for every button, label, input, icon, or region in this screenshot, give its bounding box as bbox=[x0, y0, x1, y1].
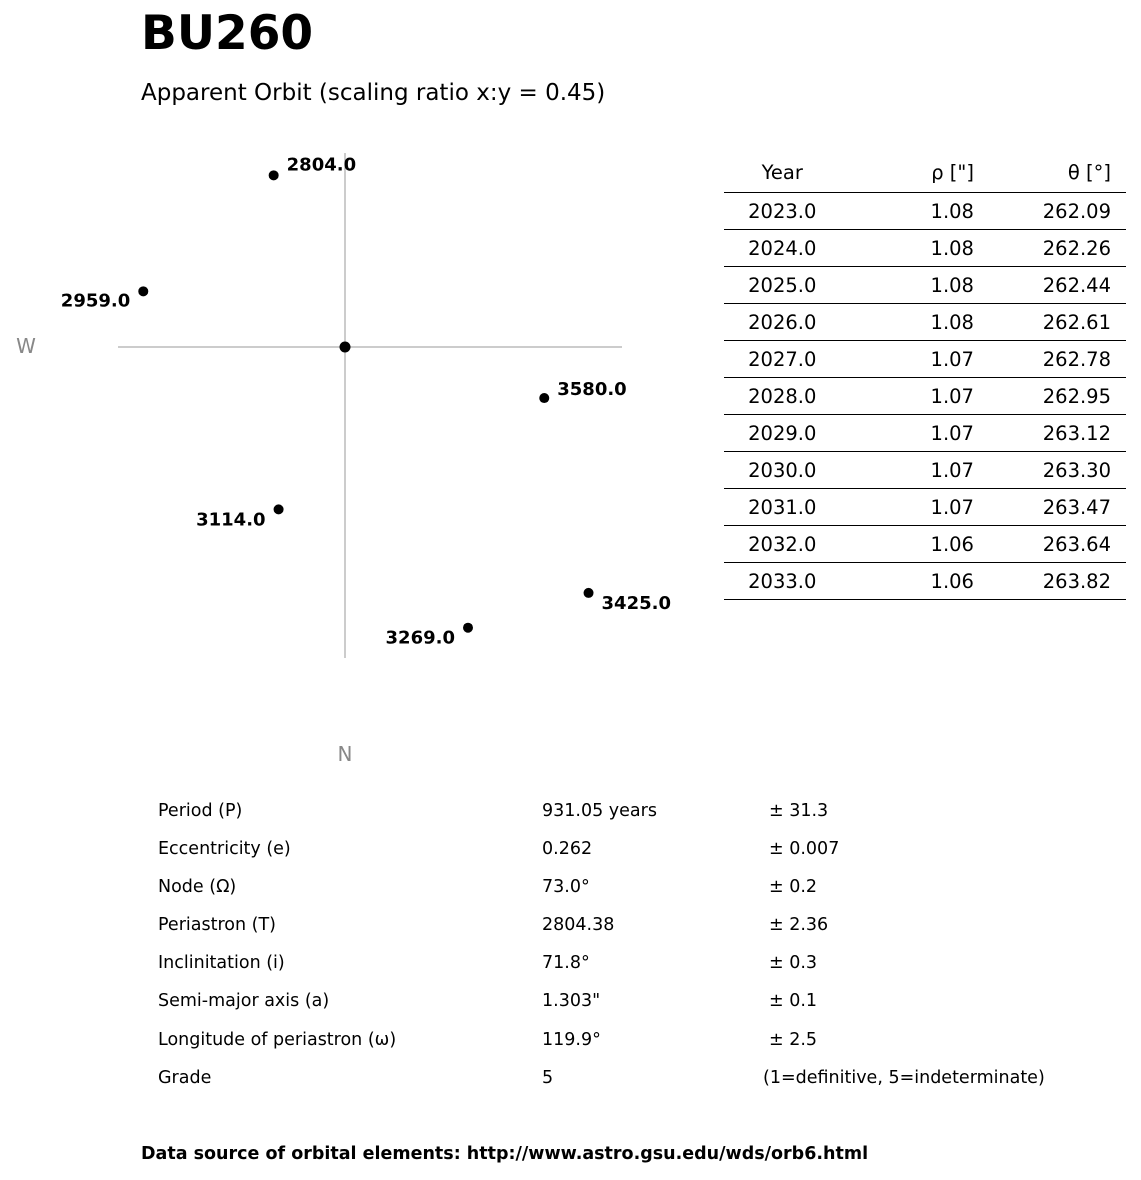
table-row bbox=[724, 378, 1126, 415]
rho-cell: 1.07 bbox=[841, 415, 974, 452]
rho-cell: 1.08 bbox=[841, 267, 974, 304]
epoch-label: 2959.0 bbox=[60, 290, 131, 312]
table-row bbox=[724, 563, 1126, 600]
orbital-element-row bbox=[158, 986, 1098, 1024]
element-value: 119.9° bbox=[542, 1029, 601, 1050]
year-cell: 2024.0 bbox=[724, 230, 841, 267]
element-name: Eccentricity (e) bbox=[158, 839, 291, 860]
year-cell: 2029.0 bbox=[724, 415, 841, 452]
theta-cell: 263.64 bbox=[974, 526, 1126, 563]
element-name: Period (P) bbox=[158, 801, 243, 821]
table-header-row bbox=[724, 155, 1126, 193]
data-source-footer: Data source of orbital elements: http://www.astro.gsu.edu/wds/orb6.html bbox=[141, 1144, 869, 1164]
theta-cell: 262.09 bbox=[974, 193, 1126, 230]
theta-cell: 262.78 bbox=[974, 341, 1126, 378]
theta-cell: 263.47 bbox=[974, 489, 1126, 526]
element-name: Grade bbox=[158, 1067, 212, 1088]
year-cell: 2030.0 bbox=[724, 452, 841, 489]
theta-cell: 263.12 bbox=[974, 415, 1126, 452]
epoch-point-marker bbox=[269, 170, 279, 180]
table-row bbox=[724, 526, 1126, 563]
element-name: Node (Ω) bbox=[158, 877, 237, 898]
orbital-element-row bbox=[158, 948, 1098, 986]
element-value: 931.05 years bbox=[542, 801, 657, 821]
orbit-plot bbox=[0, 130, 700, 780]
chart-subtitle: Apparent Orbit (scaling ratio x:y = 0.45) bbox=[141, 80, 606, 106]
element-name: Semi-major axis (a) bbox=[158, 991, 330, 1012]
orbital-element-row bbox=[158, 1025, 1098, 1063]
table-row bbox=[724, 230, 1126, 267]
orbital-element-row bbox=[158, 910, 1098, 948]
table-row bbox=[724, 415, 1126, 452]
element-value: 1.303" bbox=[542, 991, 601, 1012]
epoch-label: 3269.0 bbox=[385, 627, 455, 649]
north-label: N bbox=[337, 742, 353, 766]
theta-cell: 262.44 bbox=[974, 267, 1126, 304]
year-cell: 2025.0 bbox=[724, 267, 841, 304]
year-cell: 2033.0 bbox=[724, 563, 841, 600]
epoch-point-marker bbox=[274, 504, 284, 514]
year-cell: 2023.0 bbox=[724, 193, 841, 230]
element-error: ± 31.3 bbox=[769, 801, 829, 821]
rho-cell: 1.06 bbox=[841, 563, 974, 600]
year-cell: 2027.0 bbox=[724, 341, 841, 378]
epoch-point-marker bbox=[463, 623, 473, 633]
year-cell: 2028.0 bbox=[724, 378, 841, 415]
column-header-year: Year bbox=[761, 161, 803, 184]
element-error: ± 0.1 bbox=[769, 991, 818, 1012]
chart-title: BU260 bbox=[141, 6, 314, 61]
epoch-label: 3114.0 bbox=[196, 509, 266, 531]
epoch-label: 3580.0 bbox=[557, 379, 627, 401]
element-error: (1=definitive, 5=indeterminate) bbox=[763, 1067, 1045, 1088]
table-row bbox=[724, 489, 1126, 526]
rho-cell: 1.08 bbox=[841, 230, 974, 267]
orbital-elements-list bbox=[158, 796, 1098, 1101]
table-row bbox=[724, 304, 1126, 341]
rho-cell: 1.08 bbox=[841, 193, 974, 230]
theta-cell: 262.61 bbox=[974, 304, 1126, 341]
epoch-label: 2804.0 bbox=[286, 154, 357, 176]
rho-cell: 1.07 bbox=[841, 489, 974, 526]
orbital-element-row bbox=[158, 872, 1098, 910]
epoch-point-marker bbox=[138, 286, 148, 296]
orbital-element-row bbox=[158, 834, 1098, 872]
epoch-point-marker bbox=[539, 393, 549, 403]
theta-cell: 263.30 bbox=[974, 452, 1126, 489]
primary-star-marker bbox=[340, 342, 351, 353]
element-error: ± 0.007 bbox=[769, 839, 840, 860]
table-row bbox=[724, 341, 1126, 378]
rho-cell: 1.08 bbox=[841, 304, 974, 341]
orbital-element-row bbox=[158, 796, 1098, 834]
element-error: ± 0.2 bbox=[769, 877, 818, 898]
theta-cell: 262.26 bbox=[974, 230, 1126, 267]
theta-cell: 263.82 bbox=[974, 563, 1126, 600]
element-value: 5 bbox=[542, 1067, 554, 1088]
element-error: ± 0.3 bbox=[769, 953, 818, 974]
element-value: 71.8° bbox=[542, 953, 590, 974]
column-header-theta: θ [°] bbox=[1067, 161, 1111, 184]
table-row bbox=[724, 267, 1126, 304]
rho-cell: 1.07 bbox=[841, 378, 974, 415]
element-name: Periastron (T) bbox=[158, 915, 276, 936]
element-name: Inclinitation (i) bbox=[158, 953, 285, 974]
column-header-rho: ρ ["] bbox=[931, 161, 974, 184]
year-cell: 2032.0 bbox=[724, 526, 841, 563]
element-value: 0.262 bbox=[542, 839, 593, 860]
table-row bbox=[724, 452, 1126, 489]
year-cell: 2031.0 bbox=[724, 489, 841, 526]
element-value: 73.0° bbox=[542, 877, 590, 898]
year-cell: 2026.0 bbox=[724, 304, 841, 341]
element-error: ± 2.36 bbox=[769, 915, 829, 936]
rho-cell: 1.07 bbox=[841, 452, 974, 489]
orbital-element-row bbox=[158, 1063, 1098, 1101]
element-value: 2804.38 bbox=[542, 915, 615, 936]
west-label: W bbox=[16, 334, 36, 358]
rho-cell: 1.06 bbox=[841, 526, 974, 563]
epoch-label: 3425.0 bbox=[601, 592, 672, 614]
table-row bbox=[724, 193, 1126, 230]
ephemeris-table bbox=[724, 155, 1126, 600]
element-error: ± 2.5 bbox=[769, 1029, 818, 1050]
epoch-point-marker bbox=[584, 588, 594, 598]
element-name: Longitude of periastron (ω) bbox=[158, 1029, 397, 1050]
rho-cell: 1.07 bbox=[841, 341, 974, 378]
theta-cell: 262.95 bbox=[974, 378, 1126, 415]
